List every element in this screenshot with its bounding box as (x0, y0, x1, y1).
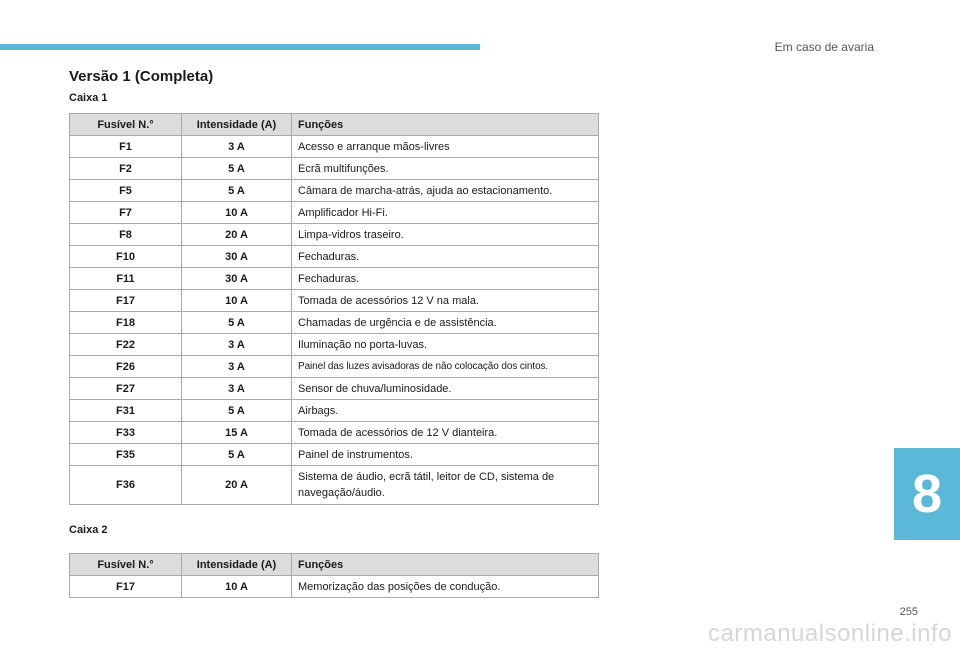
fuse-number: F17 (70, 576, 182, 598)
function: Limpa-vidros traseiro. (292, 224, 599, 246)
amperage: 10 A (182, 202, 292, 224)
table-row (70, 356, 599, 378)
column-header-fuse: Fusível N.° (70, 114, 182, 136)
column-header-amperage: Intensidade (A) (182, 114, 292, 136)
function: Chamadas de urgência e de assistência. (292, 312, 599, 334)
fuse-number: F27 (70, 378, 182, 400)
function: Acesso e arranque mãos-livres (292, 136, 599, 158)
page-number: 255 (899, 606, 918, 618)
function: Sensor de chuva/luminosidade. (292, 378, 599, 400)
fuse-number: F26 (70, 356, 182, 378)
table-row (70, 180, 599, 202)
fuse-table-box1 (69, 113, 599, 505)
function: Fechaduras. (292, 246, 599, 268)
amperage: 5 A (182, 158, 292, 180)
fuse-number: F22 (70, 334, 182, 356)
function: Airbags. (292, 400, 599, 422)
amperage: 30 A (182, 246, 292, 268)
box2-label: Caixa 2 (69, 524, 108, 536)
table-row (70, 224, 599, 246)
amperage: 3 A (182, 356, 292, 378)
fuse-number: F7 (70, 202, 182, 224)
fuse-number: F35 (70, 444, 182, 466)
table-row (70, 290, 599, 312)
table-row (70, 378, 599, 400)
function: Iluminação no porta-luvas. (292, 334, 599, 356)
watermark: carmanualsonline.info (708, 620, 952, 647)
function: Amplificador Hi-Fi. (292, 202, 599, 224)
function: Painel de instrumentos. (292, 444, 599, 466)
amperage: 5 A (182, 400, 292, 422)
function: Câmara de marcha-atrás, ajuda ao estacionamento. (292, 180, 599, 202)
chapter-tab: 8 (894, 448, 960, 540)
table-row (70, 466, 599, 505)
fuse-number: F8 (70, 224, 182, 246)
table-row (70, 246, 599, 268)
fuse-table-box2 (69, 553, 599, 598)
fuse-number: F11 (70, 268, 182, 290)
amperage: 10 A (182, 290, 292, 312)
amperage: 3 A (182, 334, 292, 356)
amperage: 3 A (182, 136, 292, 158)
fuse-number: F31 (70, 400, 182, 422)
table-row (70, 202, 599, 224)
table-row (70, 312, 599, 334)
function: Sistema de áudio, ecrã tátil, leitor de CD, sistema de navegação/áudio. (292, 466, 599, 505)
table-row (70, 576, 599, 598)
fuse-number: F36 (70, 466, 182, 505)
function: Painel das luzes avisadoras de não colocação dos cintos. (292, 356, 599, 378)
fuse-number: F33 (70, 422, 182, 444)
column-header-amperage: Intensidade (A) (182, 554, 292, 576)
box1-label: Caixa 1 (69, 92, 108, 104)
table-row (70, 158, 599, 180)
amperage: 20 A (182, 466, 292, 505)
table-row (70, 136, 599, 158)
table-row (70, 268, 599, 290)
column-header-functions: Funções (292, 114, 599, 136)
fuse-number: F2 (70, 158, 182, 180)
fuse-number: F1 (70, 136, 182, 158)
table-row (70, 334, 599, 356)
function: Fechaduras. (292, 268, 599, 290)
function: Memorização das posições de condução. (292, 576, 599, 598)
function: Ecrã multifunções. (292, 158, 599, 180)
amperage: 15 A (182, 422, 292, 444)
fuse-number: F18 (70, 312, 182, 334)
amperage: 10 A (182, 576, 292, 598)
table-header-row (70, 114, 599, 136)
amperage: 30 A (182, 268, 292, 290)
amperage: 3 A (182, 378, 292, 400)
table-header-row (70, 554, 599, 576)
amperage: 5 A (182, 444, 292, 466)
table-row (70, 444, 599, 466)
amperage: 20 A (182, 224, 292, 246)
column-header-fuse: Fusível N.° (70, 554, 182, 576)
column-header-functions: Funções (292, 554, 599, 576)
chapter-name: Em caso de avaria (774, 40, 874, 54)
header-accent-bar (0, 44, 480, 50)
fuse-number: F10 (70, 246, 182, 268)
amperage: 5 A (182, 180, 292, 202)
section-title: Versão 1 (Completa) (69, 68, 214, 85)
fuse-number: F17 (70, 290, 182, 312)
table-row (70, 400, 599, 422)
amperage: 5 A (182, 312, 292, 334)
function: Tomada de acessórios 12 V na mala. (292, 290, 599, 312)
table-row (70, 422, 599, 444)
function: Tomada de acessórios de 12 V dianteira. (292, 422, 599, 444)
fuse-number: F5 (70, 180, 182, 202)
